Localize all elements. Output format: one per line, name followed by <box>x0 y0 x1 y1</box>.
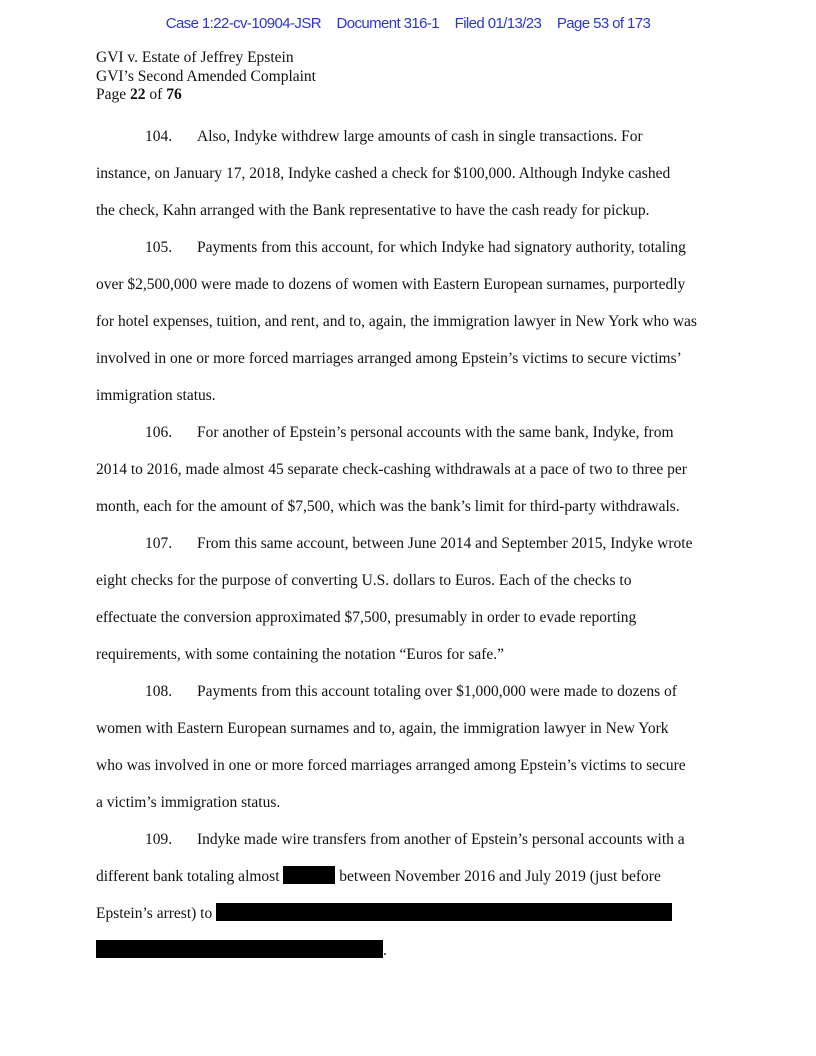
paragraph-109-line: 109. Indyke made wire transfers from another of Epstein’s personal accounts with a <box>96 821 716 858</box>
paragraph-107-line: requirements, with some containing the notation “Euros for safe.” <box>96 646 505 663</box>
stamp-page: Page 53 of 173 <box>556 15 651 32</box>
paragraph-107-line: 107. From this same account, between June 2014 and September 2015, Indyke wrote <box>96 525 716 562</box>
header-case-title: GVI v. Estate of Jeffrey Epstein <box>96 49 294 66</box>
paragraph-107-line: eight checks for the purpose of converting U.S. dollars to Euros. Each of the checks to <box>96 572 632 589</box>
paragraph-105-line: 105. Payments from this account, for which Indyke had signatory authority, totaling <box>96 229 716 266</box>
paragraph-108-line: who was involved in one or more forced marriages arranged among Epstein’s victims to secure <box>96 757 686 774</box>
paragraph-number: 104. <box>145 128 173 145</box>
redaction-block <box>283 866 335 884</box>
stamp-filed: Filed 01/13/23 <box>454 15 542 32</box>
paragraph-109-line: . <box>96 932 716 969</box>
paragraph-105-line: over $2,500,000 were made to dozens of women with Eastern European surnames, purportedly <box>96 276 686 293</box>
paragraph-106-line: 2014 to 2016, made almost 45 separate check-cashing withdrawals at a pace of two to three per <box>96 461 687 478</box>
header-document-title: GVI’s Second Amended Complaint <box>96 67 316 85</box>
paragraph-104-line: 104. Also, Indyke withdrew large amounts of cash in single transactions. For <box>96 118 716 155</box>
paragraph-108-line: women with Eastern European surnames and to, again, the immigration lawyer in New York <box>96 720 669 737</box>
document-header <box>96 49 316 105</box>
paragraph-104-line: instance, on January 17, 2018, Indyke cashed a check for $100,000. Although Indyke cashed <box>96 165 671 182</box>
stamp-case: Case 1:22-cv-10904-JSR <box>165 15 321 32</box>
paragraph-105-line: for hotel expenses, tuition, and rent, and to, again, the immigration lawyer in New York who was <box>96 313 697 330</box>
paragraph-107-line: effectuate the conversion approximated $7,500, presumably in order to evade reporting <box>96 609 637 626</box>
paragraph-104-line: the check, Kahn arranged with the Bank representative to have the cash ready for pickup. <box>96 202 650 219</box>
paragraph-number: 105. <box>145 239 173 256</box>
paragraph-number: 107. <box>145 535 173 552</box>
paragraph-106-line: 106. For another of Epstein’s personal accounts with the same bank, Indyke, from <box>96 414 716 451</box>
redaction-block <box>96 940 383 958</box>
stamp-document: Document 316-1 <box>336 15 440 32</box>
paragraph-109-line: Epstein’s arrest) to <box>96 895 716 932</box>
paragraph-number: 109. <box>145 831 173 848</box>
paragraph-108-line: a victim’s immigration status. <box>96 794 281 811</box>
paragraph-109-line: different bank totaling almost between November 2016 and July 2019 (just before <box>96 868 661 885</box>
paragraph-105-line: immigration status. <box>96 387 216 404</box>
document-body <box>96 118 716 969</box>
paragraph-108-line: 108. Payments from this account totaling over $1,000,000 were made to dozens of <box>96 673 716 710</box>
paragraph-106-line: month, each for the amount of $7,500, which was the bank’s limit for third-party withdrawals. <box>96 498 680 515</box>
court-filing-stamp <box>0 15 816 32</box>
header-page-number: Page 22 of 76 <box>96 86 182 103</box>
paragraph-number: 106. <box>145 424 173 441</box>
paragraph-number: 108. <box>145 683 173 700</box>
paragraph-105-line: involved in one or more forced marriages arranged among Epstein’s victims to secure victims’ <box>96 350 682 367</box>
redaction-block <box>216 903 672 921</box>
